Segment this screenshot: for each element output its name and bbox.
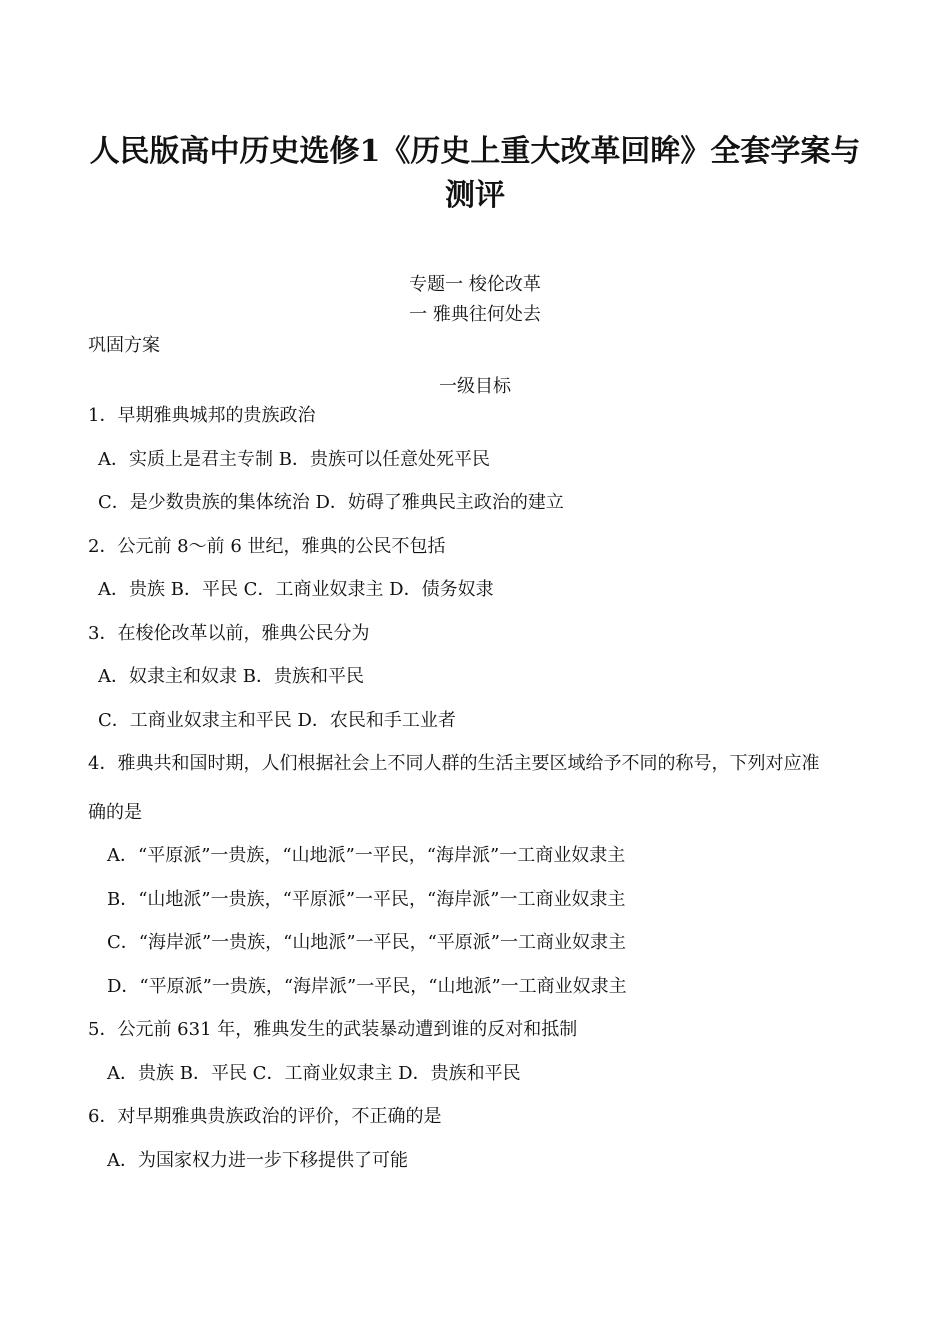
level-heading: 一级目标: [439, 376, 511, 397]
option-line: A．“平原派”一贵族，“山地派”一平民，“海岸派”一工商业奴隶主: [107, 845, 626, 866]
option-line: C．是少数贵族的集体统治 D．妨碍了雅典民主政治的建立: [98, 492, 564, 513]
section-label: 巩固方案: [88, 335, 160, 356]
option-line: A．奴隶主和奴隶 B．贵族和平民: [98, 666, 364, 687]
question-6: 6．对早期雅典贵族政治的评价，不正确的是: [88, 1106, 442, 1127]
question-2: 2．公元前 8～前 6 世纪，雅典的公民不包括: [88, 536, 446, 557]
option-line: A．贵族 B．平民 C．工商业奴隶主 D．债务奴隶: [98, 579, 494, 600]
option-line: A．贵族 B．平民 C．工商业奴隶主 D．贵族和平民: [107, 1063, 521, 1084]
question-3: 3．在梭伦改革以前，雅典公民分为: [88, 623, 370, 644]
document-title: [70, 130, 880, 218]
title-line-2: 测评: [445, 178, 505, 213]
option-line: C．工商业奴隶主和平民 D．农民和手工业者: [98, 710, 456, 731]
option-line: B．“山地派”一贵族，“平原派”一平民，“海岸派”一工商业奴隶主: [107, 889, 626, 910]
option-line: C．“海岸派”一贵族，“山地派”一平民，“平原派”一工商业奴隶主: [107, 932, 626, 953]
title-line-1: 人民版高中历史选修1《历史上重大改革回眸》全套学案与: [89, 134, 861, 169]
question-4-continued: 确的是: [88, 802, 142, 823]
topic-heading: 专题一 梭伦改革: [409, 274, 541, 295]
option-line: D．“平原派”一贵族，“海岸派”一平民，“山地派”一工商业奴隶主: [107, 976, 627, 997]
question-1: 1．早期雅典城邦的贵族政治: [88, 405, 316, 426]
option-line: A．实质上是君主专制 B．贵族可以任意处死平民: [98, 449, 490, 470]
question-5: 5．公元前 631 年，雅典发生的武装暴动遭到谁的反对和抵制: [88, 1019, 578, 1040]
option-line: A．为国家权力进一步下移提供了可能: [107, 1150, 408, 1171]
lesson-heading: 一 雅典往何处去: [409, 304, 541, 325]
question-4: 4．雅典共和国时期，人们根据社会上不同人群的生活主要区域给予不同的称号，下列对应准: [88, 753, 820, 774]
